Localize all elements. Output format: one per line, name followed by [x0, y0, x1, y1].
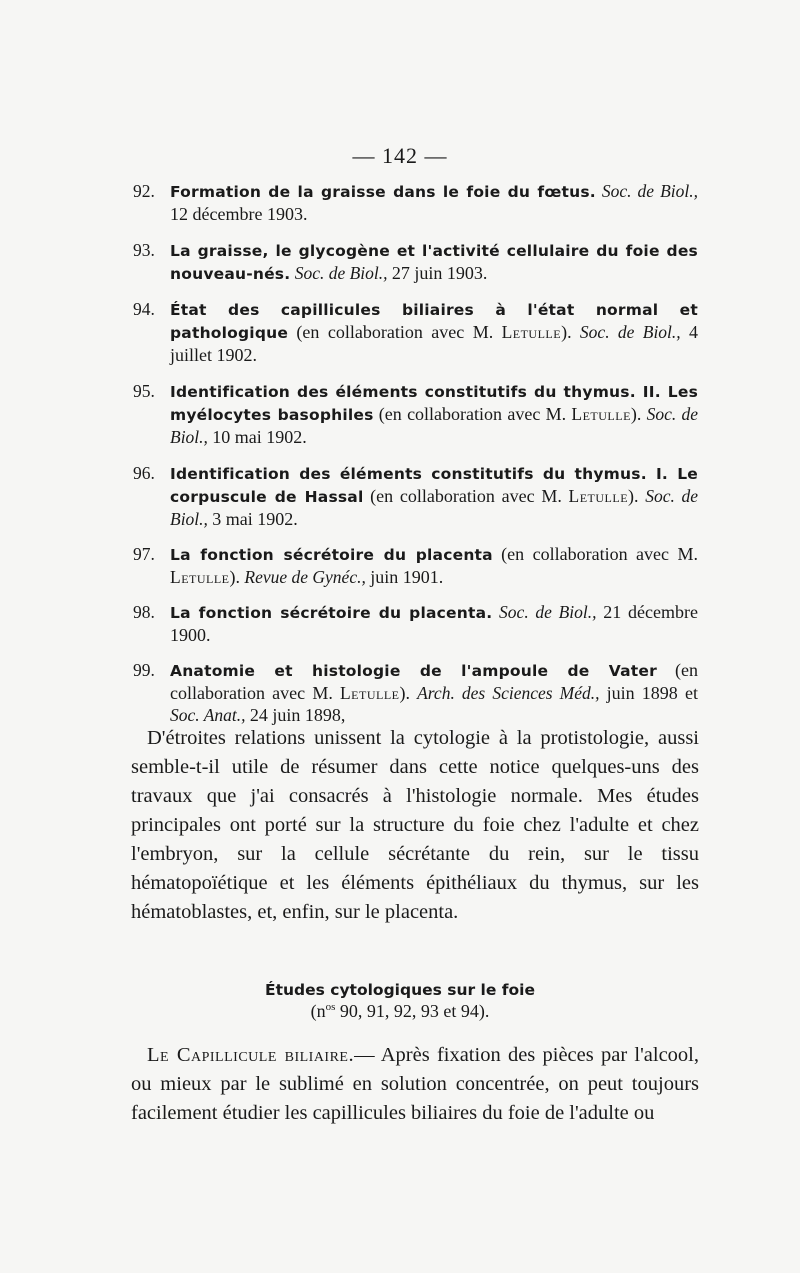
entry-collab: (en collaboration avec M.	[296, 322, 494, 342]
section-sub-rest: 90, 91, 92, 93 et 94).	[339, 1001, 490, 1021]
entry-date: juin 1898 et	[606, 683, 699, 703]
bibliography-entry-99	[133, 659, 698, 726]
entry-number: 94.	[133, 299, 155, 319]
entry-title: Formation de la graisse dans le foie du fœtus.	[170, 183, 596, 201]
entry-punct: ).	[628, 486, 639, 506]
entry-title: Anatomie et histologie de l'ampoule de Vater	[170, 662, 657, 680]
bibliography-entry-97	[133, 543, 698, 588]
entry-date: juin 1901.	[370, 567, 444, 587]
entry-collab: (en collaboration avec M.	[170, 660, 698, 703]
entry-punct: ).	[229, 567, 241, 587]
section-heading: Études cytologiques sur le foie	[265, 981, 535, 999]
entry-date-2: 24 juin 1898,	[249, 705, 346, 725]
entry-journal: Revue de Gynéc.,	[244, 567, 366, 587]
entry-punct: ).	[561, 322, 572, 342]
entry-collab: (en collaboration avec M.	[378, 404, 567, 424]
intro-paragraph: D'étroites relations unissent la cytologie à la protistologie, aussi semble-t-il utile de résumer dans cette notice quelques-uns des travaux que j'ai consacrés à l'histologie normale. Mes études principales ont porté sur la structure du foie chez l'adulte et chez l'embryon, sur la cellule sécrétante du rein, sur le tissu hématopoïétique et les éléments épithéliaux du thymus, sur les hématoblastes, et, enfin, sur le placenta.	[131, 727, 699, 923]
page-number: — 142 —	[352, 143, 448, 168]
entry-number: 92.	[133, 181, 155, 201]
entry-punct: ).	[630, 404, 642, 424]
entry-date: 27 juin 1903.	[391, 263, 488, 283]
entry-number: 96.	[133, 463, 155, 483]
entry-number: 93.	[133, 240, 155, 260]
entry-date: 12 décembre 1903.	[170, 204, 308, 224]
entry-author: Letulle	[568, 486, 629, 506]
entry-journal: Soc. de Biol.,	[170, 486, 699, 529]
entry-number: 97.	[133, 544, 155, 564]
section-subheading	[0, 1001, 800, 1022]
bibliography-entry-92	[133, 180, 698, 225]
entry-title: État des capillicules biliaires à l'état normal et pathologique	[170, 301, 698, 342]
entry-journal: Soc. de Biol.,	[294, 263, 388, 283]
body-paragraph	[131, 1041, 699, 1128]
entry-title: La graisse, le glycogène et l'activité cellulaire du foie des nouveau-nés.	[170, 242, 698, 283]
paragraph-text: — Après fixation des pièces par l'alcool, ou mieux par le sublimé en solution concentrée, on peut toujours facilement étudier les capillicules biliaires du foie de l'adulte ou	[131, 1044, 700, 1124]
bibliography-entry-96	[133, 462, 698, 530]
entry-number: 98.	[133, 602, 155, 622]
entry-date: 3 mai 1902.	[212, 509, 298, 529]
bibliography-entry-94	[133, 298, 698, 366]
entry-author: Letulle	[170, 567, 230, 587]
entry-punct: ).	[399, 683, 410, 703]
entry-title: La fonction sécrétoire du placenta	[170, 546, 493, 564]
entry-date: 10 mai 1902.	[212, 427, 307, 447]
entry-journal: Arch. des Sciences Méd.,	[417, 683, 600, 703]
entry-journal: Soc. de Biol.,	[499, 602, 597, 622]
entry-collab: (en collaboration avec M.	[370, 486, 562, 506]
entry-journal: Soc. de Biol.,	[601, 181, 698, 201]
entry-date: 4 juillet 1902.	[170, 322, 699, 365]
entry-collab: (en collaboration avec M.	[501, 544, 698, 564]
entry-journal-2: Soc. Anat.,	[170, 705, 246, 725]
section-sub-sup: os	[325, 1001, 336, 1013]
bibliography-entry-93	[133, 239, 698, 285]
entry-number: 95.	[133, 381, 155, 401]
entry-author: Letulle	[501, 322, 562, 342]
entry-title: Identification des éléments constitutifs du thymus. II. Les myélocytes basophiles	[170, 383, 698, 424]
entry-date: 21 décembre 1900.	[170, 602, 699, 645]
entry-journal: Soc. de Biol.,	[579, 322, 681, 342]
paragraph-lead: Le Capillicule biliaire.	[147, 1044, 355, 1066]
bibliography-entry-98	[133, 601, 698, 646]
bibliography-entry-95	[133, 380, 698, 448]
entry-title: La fonction sécrétoire du placenta.	[170, 604, 493, 622]
section-sub-prefix: (n	[310, 1001, 326, 1021]
entry-title: Identification des éléments constitutifs du thymus. I. Le corpuscule de Hassal	[170, 465, 698, 506]
entry-number: 99.	[133, 660, 155, 680]
entry-journal: Soc. de Biol.,	[170, 404, 699, 447]
entry-author: Letulle	[339, 683, 400, 703]
entry-author: Letulle	[571, 404, 631, 424]
